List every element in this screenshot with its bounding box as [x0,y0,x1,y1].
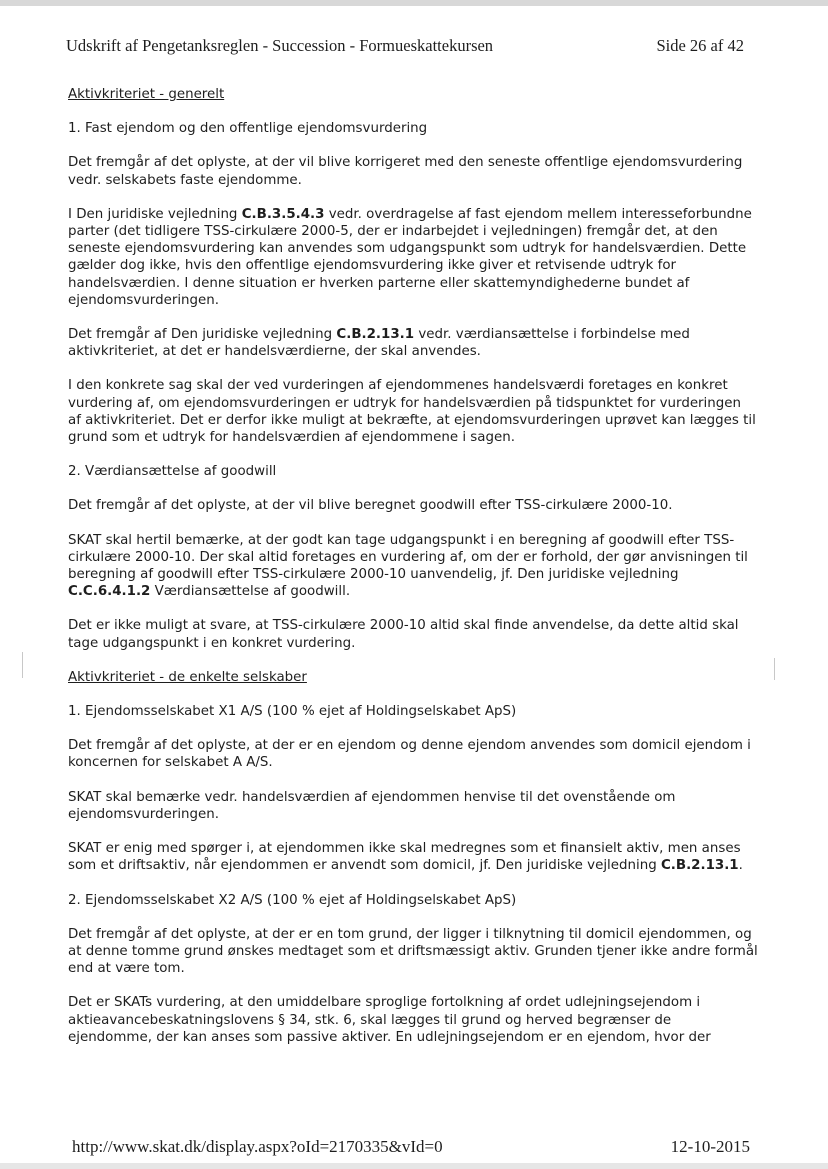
paragraph: SKAT er enig med spørger i, at ejendommen ikke skal medregnes som et finansielt aktiv, men anses som et driftsaktiv, når ejendommen er anvendt som domicil, jf. Den juridiske vejledning C.B.2.13.1. [68,841,743,874]
paragraph: Det fremgår af Den juridiske vejledning C.B.2.13.1 vedr. værdiansættelse i forbindelse med aktivkriteriet, at det er handelsværdierne, der skal anvendes. [68,327,690,360]
paragraph: I den konkrete sag skal der ved vurderingen af ejendommenes handelsværdi foretages en konkret vurdering af, om ejendomsvurderingen er udtryk for handelsværdien på tidspunktet for vurderingen af aktivkriteriet. Det er derfor ikke muligt at bekræfte, at ejendomsvurderingen uprøvet kan lægges til grund som et udtryk for handelsværdien af ejendommene i sagen. [68,378,756,446]
subheading-company-x1: 1. Ejendomsselskabet X1 A/S (100 % ejet af Holdingselskabet ApS) [68,704,517,720]
subheading-company-x2: 2. Ejendomsselskabet X2 A/S (100 % ejet af Holdingselskabet ApS) [68,892,517,908]
header-page-number: Side 26 af 42 [656,36,744,55]
header-title: Udskrift af Pengetanksreglen - Succession - Formueskattekursen [66,36,494,55]
scan-margin-mark [774,658,775,680]
section-heading-companies: Aktivkriteriet - de enkelte selskaber [68,669,307,685]
paragraph: SKAT skal hertil bemærke, at der godt kan tage udgangspunkt i en beregning af goodwill efter TSS-cirkulære 2000-10. Der skal altid foretages en vurdering af, om der er forhold, der gør anvisningen til beregning af goodwill efter TSS-cirkulære 2000-10 uanvendelig, jf. Den juridiske vejledning C.C.6.4.1.2 Værdiansættelse af goodwill. [68,532,748,600]
footer-date: 12-10-2015 [670,1137,750,1156]
scan-top-edge [0,0,828,6]
paragraph: Det fremgår af det oplyste, at der er en tom grund, der ligger i tilknytning til domicil ejendommen, og at denne tomme grund ønskes medtaget som et driftsmæssigt aktiv. Grunden tjener ikke andre formål end at være tom. [68,926,758,977]
paragraph: Det er ikke muligt at svare, at TSS-cirkulære 2000-10 altid skal finde anvendelse, da dette altid skal tage udgangspunkt i en konkret vurdering. [68,618,739,651]
subheading-real-estate: 1. Fast ejendom og den offentlige ejendomsvurdering [68,121,428,137]
scan-bottom-edge [0,1163,828,1169]
reference-code: C.B.3.5.4.3 [241,206,325,222]
scan-margin-mark [22,652,23,678]
paragraph: SKAT skal bemærke vedr. handelsværdien af ejendommen henvise til det ovenstående om ejendomsvurderingen. [68,789,676,822]
reference-code: C.C.6.4.1.2 [68,584,151,600]
reference-code: C.B.2.13.1 [660,858,739,874]
section-heading-general: Aktivkriteriet - generelt [68,87,225,102]
paragraph: Det er SKATs vurdering, at den umiddelbare sproglige fortolkning af ordet udlejningsejendom i aktieavancebeskatningslovens § 34, stk. 6, skal lægges til grund og herved begrænser de ejendomme, der kan anses som passive aktiver. En udlejningsejendom er en ejendom, hvor der [68,995,711,1045]
paragraph: Det fremgår af det oplyste, at der vil blive beregnet goodwill efter TSS-cirkulære 2000-10. [68,498,673,514]
reference-code: C.B.2.13.1 [336,327,415,343]
paragraph: Det fremgår af det oplyste, at der vil blive korrigeret med den seneste offentlige ejendomsvurdering vedr. selskabets faste ejendomme. [68,155,743,188]
subheading-goodwill: 2. Værdiansættelse af goodwill [68,464,277,480]
footer-url: http://www.skat.dk/display.aspx?oId=2170335&vId=0 [72,1137,443,1156]
paragraph: I Den juridiske vejledning C.B.3.5.4.3 vedr. overdragelse af fast ejendom mellem interesseforbundne parter (det tidligere TSS-cirkulære 2000-5, der er indarbejdet i vejledningen) fremgår det, at den seneste ejendomsvurdering kan anvendes som udgangspunkt som udtryk for handelsværdien. Dette gælder dog ikke, hvis den offentlige ejendomsvurdering ikke giver et retvisende udtryk for handelsværdien. I denne situation er hverken parterne eller skattemyndighederne bundet af ejendomsvurderingen. [68,206,752,308]
document-body [68,86,758,1046]
paragraph: Det fremgår af det oplyste, at der er en ejendom og denne ejendom anvendes som domicil ejendom i koncernen for selskabet A A/S. [68,738,751,771]
